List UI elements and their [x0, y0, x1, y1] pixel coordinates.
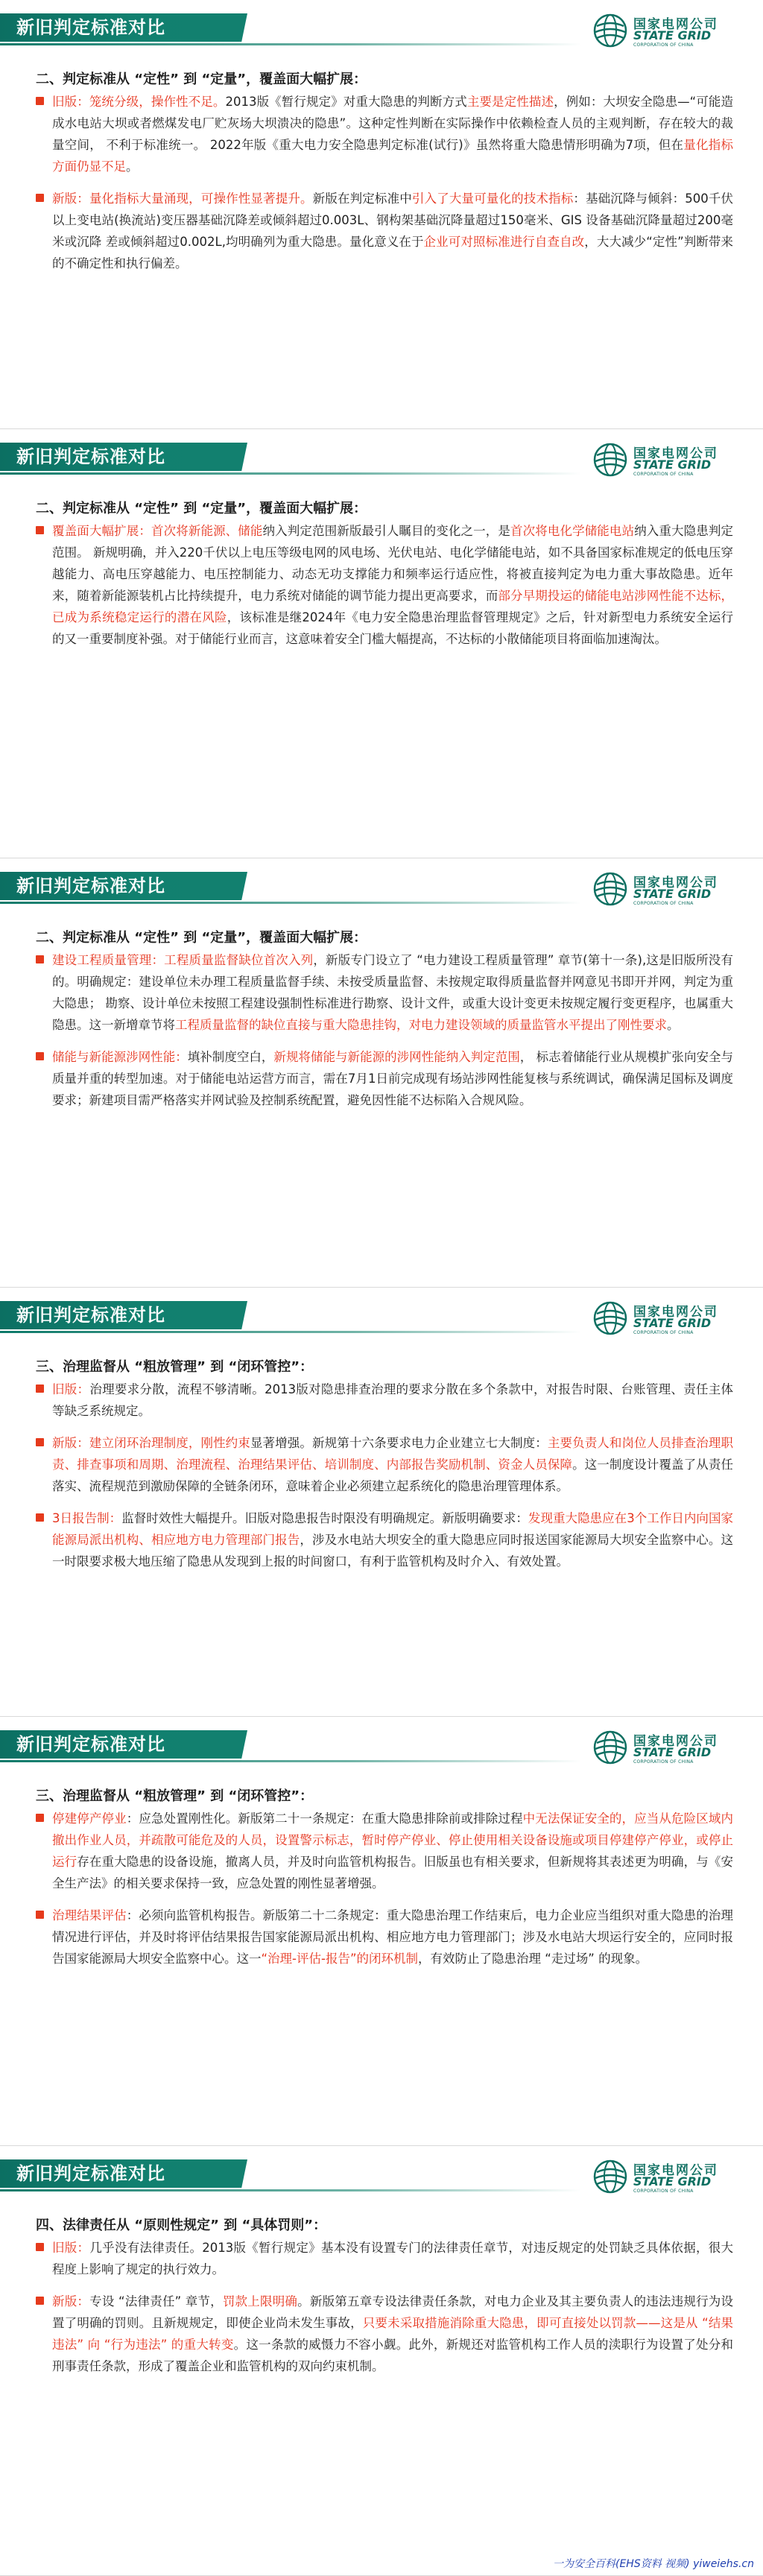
slide [0, 1717, 763, 2146]
body-text: ：应急处置刚性化。新版第二十一条规定：在重大隐患排除前或排除过程 [126, 1811, 523, 1826]
bullet-square-icon [36, 194, 44, 202]
state-grid-globe-icon [593, 872, 627, 906]
highlighted-text: 量化指标方面仍显不足 [52, 138, 733, 174]
bullet-square-icon [36, 2297, 44, 2305]
body-text: 。 [126, 159, 139, 174]
body-text: 。新版第五章专设法律责任条款，对电力企业及其主要负责人的违法违规行为设置了明确的罚则。且新规规定，即使企业尚未发生事故， [52, 2294, 734, 2330]
slide-body [30, 520, 733, 660]
body-text: ，大大减少“定性”判断带来的不确定性和执行偏差。 [52, 235, 733, 270]
body-text: 2013版《暂行规定》对重大隐患的判断方式 [225, 95, 467, 109]
slide [0, 0, 763, 429]
slide-header [0, 2146, 763, 2194]
highlighted-text: 中无法保证安全的，应当从危险区域内撤出作业人员，并疏散可能危及的人员，设置警示标志，暂时停产停业、停止使用相关设备设施或项目停建停产停业，或停止运行 [52, 1811, 734, 1869]
section-heading: 三、治理监督从 “粗放管理” 到 “闭环管控”： [36, 1788, 314, 1804]
state-grid-logo [593, 10, 750, 52]
state-grid-globe-icon [593, 1730, 627, 1765]
bullet-square-icon [36, 1814, 44, 1822]
body-text: 纳入重大隐患判定范围。 新规明确，并入220千伏以上电压等级电网的风电场、光伏电站、电化学储能电站，如不具备国家标准规定的低电压穿越能力、高电压穿越能力、电压控制能力、动态无功支撑能力和频率运行适应性，将被直接判定为电力重大事故隐患。近年来，随着新能源装机占比持续提升，电力系统对储能的调节能力提出更高要求，而 [52, 524, 734, 603]
state-grid-logo [593, 2156, 750, 2198]
state-grid-logo [593, 1298, 750, 1340]
bullet-paragraph [30, 2237, 733, 2280]
slide-title: 新旧判定标准对比 [0, 1730, 238, 1759]
logo-subtitle: CORPORATION OF CHINA [633, 472, 694, 477]
body-text: 存在重大隐患的设备设施，撤离人员，并及时向监管机构报告。旧版虽也有相关要求，但新规将其表述更为明确，与《安全生产法》的相关要求保持一致，应急处置的刚性显著增强。 [52, 1855, 734, 1890]
body-text: ，例如：大坝安全隐患—“可能造成水电站大坝或者燃煤发电厂贮灰场大坝溃决的隐患”。这种定性判断在实际操作中依赖检查人员的主观判断，存在较大的裁量空间， 不利于标准统一。 2022年版《重大电力安全隐患判定标准(试行)》虽然将重大隐患情形明确为7项，但在 [52, 95, 733, 152]
highlighted-text: 新版：量化指标大量涌现，可操作性显著提升。 [52, 192, 313, 206]
slide [0, 1288, 763, 1717]
highlighted-text: 首次将电化学储能电站 [510, 524, 635, 538]
section-heading: 二、判定标准从 “定性” 到 “定量”，覆盖面大幅扩展： [36, 930, 367, 946]
logo-english-name: STATE GRID [633, 1316, 712, 1330]
highlighted-text: 新规将储能与新能源的涉网性能纳入判定范围 [273, 1050, 520, 1064]
logo-english-name: STATE GRID [633, 1745, 712, 1759]
body-text: 。 [667, 1018, 680, 1032]
highlighted-text: 覆盖面大幅扩展：首次将新能源、储能 [52, 524, 263, 538]
body-text: 填补制度空白， [187, 1050, 274, 1064]
slide-header [0, 0, 763, 48]
highlighted-text: “治理-评估-报告”的闭环机制 [261, 1952, 419, 1966]
bullet-paragraph [30, 2291, 733, 2377]
title-divider-line [0, 1331, 581, 1333]
slide-body [30, 949, 733, 1121]
bullet-square-icon [36, 1438, 44, 1446]
body-text: 几乎没有法律责任。2013版《暂行规定》基本没有设置专门的法律责任章节，对违反规定的处罚缺乏具体依据，很大程度上影响了规定的执行效力。 [52, 2241, 733, 2276]
slide [0, 429, 763, 858]
bullet-paragraph [30, 949, 733, 1036]
section-heading: 三、治理监督从 “粗放管理” 到 “闭环管控”： [36, 1359, 314, 1375]
highlighted-text: 旧版：笼统分级，操作性不足。 [52, 95, 226, 109]
body-text: ：基础沉降与倾斜：500千伏以上变电站(换流站)变压器基础沉降差或倾斜超过0.003L、钢构架基础沉降量超过150毫米、GIS 设备基础沉降量超过200毫米或沉降 差或倾斜超过0.002L,均明确列为重大隐患。量化意义在于 [52, 192, 734, 249]
bullet-square-icon [36, 1052, 44, 1060]
state-grid-globe-icon [593, 2159, 627, 2194]
state-grid-globe-icon [593, 1301, 627, 1335]
bullet-square-icon [36, 1513, 44, 1522]
state-grid-globe-icon [593, 443, 627, 477]
logo-chinese-name: 国家电网公司 [633, 446, 718, 461]
state-grid-logo [593, 869, 750, 911]
body-text: ：必须向监管机构报告。新版第二十二条规定：重大隐患治理工作结束后，电力企业应当组织对重大隐患的治理情况进行评估，并及时将评估结果报告国家能源局派出机构、相应地方电力管理部门；涉及水电站大坝运行安全的，应同时报告国家能源局大坝安全监察中心。这一 [52, 1908, 734, 1966]
slide [0, 2146, 763, 2576]
logo-chinese-name: 国家电网公司 [633, 876, 718, 890]
title-divider-line [0, 2189, 581, 2192]
logo-subtitle: CORPORATION OF CHINA [633, 1759, 694, 1765]
highlighted-text: 部分早期投运的储能电站涉网性能不达标，已成为系统稳定运行的潜在风险 [52, 589, 734, 624]
body-text: 新版在判定标准中 [312, 192, 412, 206]
title-bar-stripe [238, 1301, 247, 1329]
title-divider-line [0, 1760, 581, 1762]
bullet-paragraph [30, 188, 733, 274]
state-grid-globe-icon [593, 13, 627, 48]
highlighted-text: 罚款上限明确 [222, 2294, 298, 2308]
slide-title: 新旧判定标准对比 [0, 13, 238, 42]
logo-chinese-name: 国家电网公司 [633, 1734, 718, 1749]
body-text: 纳入判定范围新版最引人瞩目的变化之一，是 [262, 524, 510, 538]
slide-body [30, 91, 733, 285]
logo-english-name: STATE GRID [633, 458, 712, 472]
bullet-paragraph [30, 1808, 733, 1894]
bullet-paragraph [30, 1432, 733, 1497]
logo-english-name: STATE GRID [633, 887, 712, 901]
slide-header [0, 429, 763, 477]
highlighted-text: 旧版： [52, 2241, 90, 2255]
highlighted-text: 工程质量监督的缺位直接与重大隐患挂钩，对电力建设领域的质量监管水平提出了刚性要求 [175, 1018, 667, 1032]
title-bar-stripe [238, 443, 247, 471]
highlighted-text: 主要负责人和岗位人员排查治理职责、排查事项和周期、治理流程、治理结果评估、培训制度、内部报告奖励机制、资金人员保障 [52, 1436, 734, 1472]
title-divider-line [0, 472, 581, 475]
bullet-paragraph [30, 1507, 733, 1572]
slide-title: 新旧判定标准对比 [0, 872, 238, 900]
slide-body [30, 2237, 733, 2387]
highlighted-text: 储能与新能源涉网性能： [52, 1050, 188, 1064]
slide-header [0, 1288, 763, 1335]
state-grid-logo [593, 440, 750, 481]
title-bar-stripe [238, 2159, 247, 2188]
highlighted-text: 停建停产停业 [52, 1811, 127, 1826]
logo-subtitle: CORPORATION OF CHINA [633, 901, 694, 906]
body-text: ，新版专门设立了 “电力建设工程质量管理” 章节(第十一条),这是旧版所没有的。明确规定：建设单位未办理工程质量监督手续、未按受质量监督、未按规定取得质量监督并网意见书即开并网，判定为重大隐患； 勘察、设计单位未按照工程建设强制性标准进行勘察、设计文件，或重大设计变更未按规定履行变更程序，也属重大隐患。这一新增章节将 [52, 953, 733, 1032]
body-text: 专设 “法律责任” 章节， [89, 2294, 223, 2308]
slide-header [0, 1717, 763, 1765]
highlighted-text: 只要未采取措施消除重大隐患，即可直接处以罚款——这是从 “结果违法” 向 “行为违法” 的重大转变 [52, 2316, 734, 2352]
logo-english-name: STATE GRID [633, 2174, 712, 2189]
section-heading: 二、判定标准从 “定性” 到 “定量”，覆盖面大幅扩展： [36, 72, 367, 87]
body-text: 。这一条款的威慑力不容小觑。此外，新规还对监管机构工作人员的渎职行为设置了处分和刑事责任条款，形成了覆盖企业和监管机构的双向约束机制。 [52, 2338, 733, 2373]
highlighted-text: 建设工程质量管理：工程质量监督缺位首次入列 [52, 953, 314, 967]
body-text: ，涉及水电站大坝安全的重大隐患应同时报送国家能源局大坝安全监察中心。这一时限要求极大地压缩了隐患从发现到上报的时间窗口，有利于监管机构及时介入、有效处置。 [52, 1533, 734, 1569]
logo-subtitle: CORPORATION OF CHINA [633, 42, 694, 48]
bullet-square-icon [36, 1384, 44, 1393]
body-text: ，该标准是继2024年《电力安全隐患治理监督管理规定》之后，针对新型电力系统安全运行的又一重要制度补强。对于储能行业而言，这意味着安全门槛大幅提高，不达标的小散储能项目将面临加速淘汰。 [52, 610, 734, 646]
logo-subtitle: CORPORATION OF CHINA [633, 2189, 694, 2194]
body-text: ，有效防止了隐患治理 “走过场” 的现象。 [418, 1952, 648, 1966]
bullet-paragraph [30, 1379, 733, 1422]
logo-subtitle: CORPORATION OF CHINA [633, 1330, 694, 1335]
body-text: 监督时效性大幅提升。旧版对隐患报告时限没有明确规定。新版明确要求： [121, 1511, 528, 1525]
slide-title: 新旧判定标准对比 [0, 443, 238, 471]
state-grid-logo [593, 1727, 750, 1769]
slide-body [30, 1379, 733, 1583]
bullet-square-icon [36, 1911, 44, 1919]
bullet-square-icon [36, 526, 44, 534]
slide [0, 858, 763, 1288]
section-heading: 二、判定标准从 “定性” 到 “定量”，覆盖面大幅扩展： [36, 501, 367, 516]
slide-header [0, 858, 763, 906]
bullet-square-icon [36, 2243, 44, 2251]
logo-english-name: STATE GRID [633, 28, 712, 42]
highlighted-text: 3日报告制： [52, 1511, 122, 1525]
section-heading: 四、法律责任从 “原则性规定” 到 “具体罚则”： [36, 2218, 327, 2233]
body-text: ， 标志着储能行业从规模扩张向安全与质量并重的转型加速。对于储能电站运营方而言，需在7月1日前完成现有场站涉网性能复核与系统调试，确保满足国标及调度要求；新建项目需严格落实并网试验及控制系统配置，避免因性能不达标陷入合规风险。 [52, 1050, 734, 1107]
highlighted-text: 新版：建立闭环治理制度，刚性约束 [52, 1436, 250, 1450]
slide-body [30, 1808, 733, 1980]
logo-chinese-name: 国家电网公司 [633, 2163, 718, 2178]
title-bar-stripe [238, 13, 247, 42]
slide-title: 新旧判定标准对比 [0, 2159, 238, 2188]
bullet-paragraph [30, 91, 733, 177]
bullet-paragraph [30, 520, 733, 650]
body-text: 。这一制度设计覆盖了从责任落实、流程规范到激励保障的全链条闭环，意味着企业必须建立起系统化的隐患治理管理体系。 [52, 1458, 734, 1493]
highlighted-text: 旧版： [52, 1382, 90, 1396]
watermark-footer: 一为安全百科(EHS资料 视频) yiweiehs.cn [552, 2558, 754, 2570]
bullet-paragraph [30, 1905, 733, 1969]
body-text: 治理要求分散，流程不够清晰。2013版对隐患排查治理的要求分散在多个条款中，对报告时限、台账管理、责任主体等缺乏系统规定。 [52, 1382, 733, 1418]
slide-title: 新旧判定标准对比 [0, 1301, 238, 1329]
highlighted-text: 引入了大量可量化的技术指标 [411, 192, 574, 206]
logo-chinese-name: 国家电网公司 [633, 1305, 718, 1320]
highlighted-text: 新版： [52, 2294, 90, 2308]
title-divider-line [0, 902, 581, 904]
highlighted-text: 企业可对照标准进行自查自改 [423, 235, 585, 249]
bullet-paragraph [30, 1046, 733, 1111]
title-divider-line [0, 43, 581, 45]
highlighted-text: 主要是定性描述 [466, 95, 554, 109]
title-bar-stripe [238, 872, 247, 900]
title-bar-stripe [238, 1730, 247, 1759]
highlighted-text: 发现重大隐患应在3个工作日内向国家能源局派出机构、相应地方电力管理部门报告 [52, 1511, 734, 1547]
bullet-square-icon [36, 955, 44, 963]
bullet-square-icon [36, 97, 44, 105]
logo-chinese-name: 国家电网公司 [633, 17, 718, 32]
highlighted-text: 治理结果评估 [52, 1908, 127, 1922]
body-text: 显著增强。新规第十六条要求电力企业建立七大制度： [250, 1436, 548, 1450]
